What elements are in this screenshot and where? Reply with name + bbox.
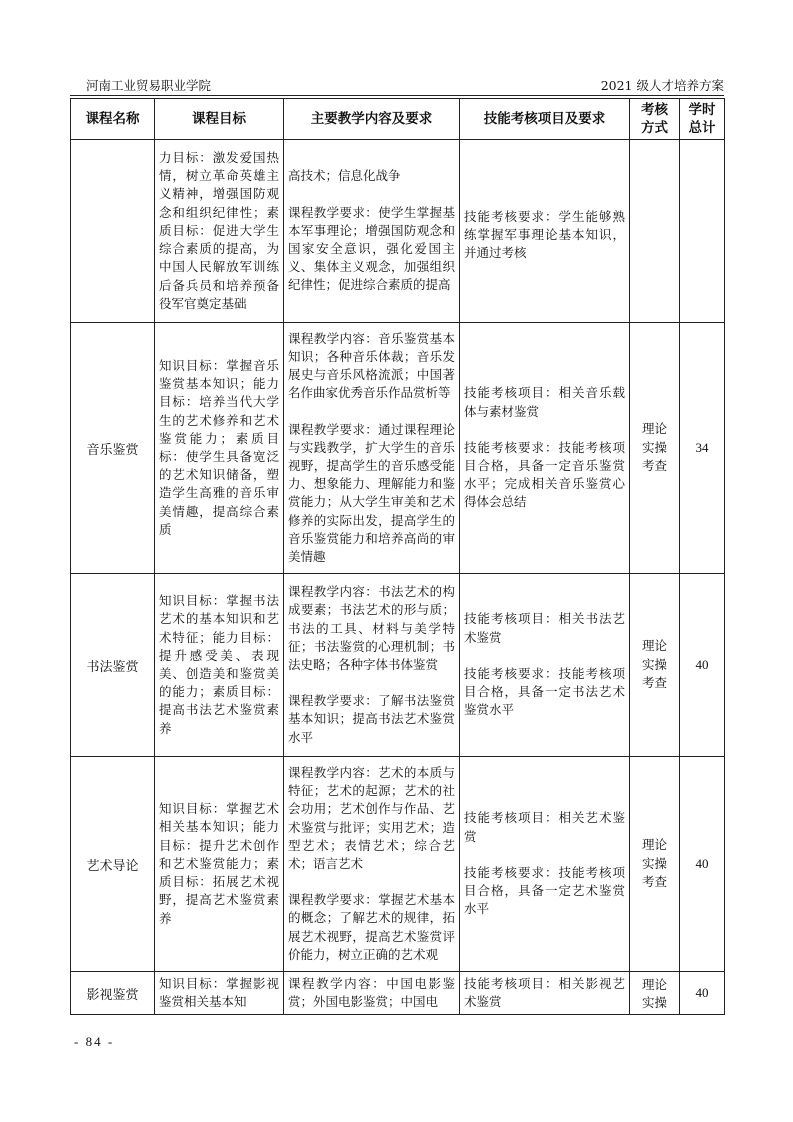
course-name: 书法鉴赏 — [71, 574, 155, 757]
skill-assessment: 技能考核项目：相关艺术鉴赏 技能考核要求：技能考核项目合格，具备一定艺术鉴赏水平 — [464, 810, 625, 917]
col-header-hours: 学时总计 — [680, 99, 725, 140]
total-hours: 40 — [680, 972, 725, 1015]
col-header-method: 考核方式 — [630, 99, 680, 140]
total-hours: 34 — [680, 323, 725, 574]
table-row — [71, 972, 725, 1015]
col-header-skill: 技能考核项目及要求 — [460, 99, 630, 140]
table-row — [71, 323, 725, 574]
course-content: 课程教学内容：艺术的本质与特征；艺术的起源；艺术的社会功用；艺术创作与作品、艺术鉴赏与批评；实用艺术；造型艺术；表情艺术；综合艺术；语言艺术 课程教学要求：掌握艺术基本的概念；了解艺术的规律，拓展艺术视野，提高艺术鉴赏评价能力，树立正确的艺术观 — [288, 764, 455, 962]
course-goal: 知识目标：掌握书法艺术的基本知识和艺术特征；能力目标：提升感受美、表现美、创造美和鉴赏美的能力；素质目标：提高书法艺术鉴赏素养 — [159, 593, 279, 736]
skill-assessment: 技能考核项目：相关影视艺术鉴赏 — [464, 975, 625, 1009]
assessment-method: 理论实操 — [641, 976, 667, 1010]
total-hours — [680, 140, 725, 323]
course-content: 课程教学内容：中国电影鉴赏；外国电影鉴赏；中国电 — [288, 975, 455, 1009]
skill-assessment: 技能考核项目：相关书法艺术鉴赏 技能考核要求：技能考核项目合格，具备一定书法艺术鉴赏水平 — [464, 611, 625, 718]
skill-assessment: 技能考核要求：学生能够熟练掌握军事理论基本知识，并通过考核 — [464, 208, 625, 261]
course-name — [71, 140, 155, 323]
document-title: 2021 级人才培养方案 — [600, 78, 724, 93]
table-header-row — [71, 99, 725, 140]
course-name: 影视鉴赏 — [71, 972, 155, 1015]
school-name: 河南工业贸易职业学院 — [86, 78, 212, 93]
course-goal: 知识目标：掌握影视鉴赏相关基本知 — [159, 975, 279, 1009]
course-goal: 知识目标：掌握音乐鉴赏基本知识；能力目标：培养当代大学生的艺术修养和艺术鉴赏能力；素质目标：使学生具备宽泛的艺术知识储备，塑造学生高雅的音乐审美情趣，提高综合素质 — [159, 357, 279, 537]
table-row — [71, 574, 725, 757]
total-hours: 40 — [680, 574, 725, 757]
col-header-name: 课程名称 — [71, 99, 155, 140]
assessment-method — [630, 140, 680, 323]
course-name: 艺术导论 — [71, 757, 155, 972]
table-row — [71, 140, 725, 323]
total-hours: 40 — [680, 757, 725, 972]
header-rule — [70, 95, 724, 96]
course-content: 课程教学内容：音乐鉴赏基本知识；各种音乐体裁；音乐发展史与音乐风格流派；中国著名作曲家优秀音乐作品赏析等 课程教学要求：通过课程理论与实践教学，扩大学生的音乐视野，提高学生的音乐感受能力、想象能力、理解能力和鉴赏能力；从大学生审美和艺术修养的实际出发，提高学生的音乐鉴赏能力和培养高尚的审美情趣 — [288, 330, 455, 565]
col-header-content: 主要教学内容及要求 — [284, 99, 460, 140]
course-content: 课程教学内容：书法艺术的构成要素；书法艺术的形与质；书法的工具、材料与美学特征；书法鉴赏的心理机制；书法史略；各种字体书体鉴赏 课程教学要求：了解书法鉴赏基本知识；提高书法艺术鉴赏水平 — [288, 584, 455, 745]
skill-assessment: 技能考核项目：相关音乐载体与素材鉴赏 技能考核要求：技能考核项目合格，具备一定音乐鉴赏水平；完成相关音乐鉴赏心得体会总结 — [464, 385, 625, 510]
course-goal: 力目标：激发爱国热情，树立革命英雄主义精神，增强国防观念和组织纪律性；素质目标：促进大学生综合素质的提高，为中国人民解放军训练后备兵员和培养预备役军官奠定基础 — [159, 150, 279, 311]
course-content: 高技术；信息化战争 课程教学要求：使学生掌握基本军事理论；增强国防观念和国家安全意识，强化爱国主义、集体主义观念，加强组织纪律性；促进综合素质的提高 — [288, 168, 455, 293]
course-goal: 知识目标：掌握艺术相关基本知识；能力目标：提升艺术创作和艺术鉴赏能力；素质目标：拓展艺术视野，提高艺术鉴赏素养 — [159, 801, 279, 926]
col-header-goal: 课程目标 — [155, 99, 284, 140]
assessment-method: 理论实操考查 — [641, 421, 667, 474]
assessment-method: 理论实操考查 — [641, 638, 667, 691]
course-table — [70, 98, 725, 1015]
page-number: - 84 - — [74, 1034, 115, 1049]
assessment-method: 理论实操考查 — [641, 837, 667, 890]
page-header — [70, 78, 724, 94]
table-row — [71, 757, 725, 972]
course-name: 音乐鉴赏 — [71, 323, 155, 574]
